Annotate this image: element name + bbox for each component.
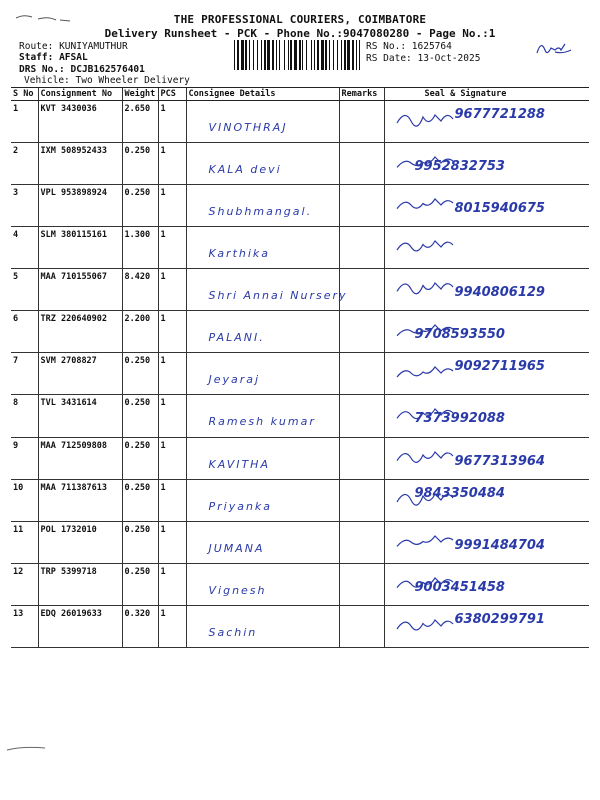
cell-weight: 0.250 [122,395,158,437]
handwritten-phone: 8015940675 [454,201,545,217]
cell-consignee [186,311,339,353]
consignee-name: Shri Annai Nursery [208,289,348,303]
cell-weight: 0.250 [122,143,158,185]
cell-signature [384,395,589,437]
cell-signature [384,563,589,605]
barcode-bar [317,40,319,70]
cell-remarks [339,563,384,605]
vehicle-value: Two Wheeler Delivery [75,75,190,86]
cell-sno: 10 [11,479,38,521]
cell-weight: 0.250 [122,437,158,479]
cell-pcs: 1 [158,101,186,143]
barcode-bar [276,40,277,70]
rs-no-line: RS No.: 1625764 [366,41,452,52]
barcode-bar [234,40,235,70]
barcode-bar [264,40,266,70]
barcode-bar [314,40,315,70]
handwritten-phone: 7373992088 [414,411,505,427]
table-row [11,563,589,605]
barcode-bar [261,40,262,70]
cell-sno: 5 [11,269,38,311]
col-header-remarks: Remarks [339,88,384,101]
cell-remarks [339,143,384,185]
cell-consignment: SVM 2708827 [38,353,122,395]
consignee-name: JUMANA [208,541,265,555]
document-subtitle: Delivery Runsheet - PCK - Phone No.:9047080280 - Page No.:1 [104,27,496,40]
table-row [11,143,589,185]
consignee-name: KALA devi [208,163,282,177]
cell-remarks [339,185,384,227]
consignee-name: Sachin [208,625,258,639]
consignee-name: Karthika [208,247,271,261]
cell-consignment: MAA 711387613 [38,479,122,521]
cell-pcs: 1 [158,185,186,227]
barcode-bar [356,40,357,70]
consignee-name: Ramesh kumar [208,415,316,429]
barcode-bar [237,40,239,70]
cell-consignment: TRP 5399718 [38,563,122,605]
cell-signature [384,521,589,563]
cell-consignment: VPL 953898924 [38,185,122,227]
cell-weight: 0.250 [122,563,158,605]
handwritten-phone: 9952832753 [414,159,505,175]
table-row [11,395,589,437]
handwritten-phone: 9991484704 [454,537,545,553]
col-header-pcs: PCS [158,88,186,101]
cell-weight: 0.250 [122,521,158,563]
cell-remarks [339,437,384,479]
cell-signature [384,101,589,143]
cell-sno: 2 [11,143,38,185]
cell-consignment: SLM 380115161 [38,227,122,269]
barcode-bar [241,40,244,70]
cell-signature [384,437,589,479]
cell-pcs: 1 [158,143,186,185]
cell-consignment: IXM 508952433 [38,143,122,185]
cell-consignee [186,395,339,437]
cell-consignee [186,605,339,647]
handwritten-phone: 9092711965 [454,359,545,375]
cell-sno: 8 [11,395,38,437]
rs-date-line: RS Date: 13-Oct-2025 [366,53,481,64]
table-row [11,353,589,395]
cell-signature [384,143,589,185]
cell-consignment: KVT 3430036 [38,101,122,143]
cell-consignment: MAA 712509808 [38,437,122,479]
barcode-bar [279,40,280,70]
barcode-bar [325,40,327,70]
barcode-bar [245,40,247,70]
cell-signature [384,605,589,647]
barcode-bar [337,40,338,70]
table-row [11,521,589,563]
cell-pcs: 1 [158,479,186,521]
cell-remarks [339,311,384,353]
staff-value: AFSAL [59,52,88,63]
cell-sno: 13 [11,605,38,647]
handwritten-phone: 9677721288 [454,107,545,122]
barcode-bar [352,40,354,70]
barcode-bar [288,40,289,70]
table-row [11,227,589,269]
col-header-consignment: Consignment No [38,88,122,101]
cell-weight: 1.300 [122,227,158,269]
cell-consignee [186,185,339,227]
cell-consignee [186,353,339,395]
barcode-bar [344,40,346,70]
barcode-bar [257,40,258,70]
cell-consignee [186,479,339,521]
barcode-bar [284,40,285,70]
cell-signature [384,479,589,521]
handwritten-phone: 9003451458 [414,579,505,595]
barcode-bar [347,40,350,70]
barcode-bar [290,40,292,70]
handwritten-phone: 9708593550 [414,327,505,343]
cell-signature [384,227,589,269]
cell-sno: 11 [11,521,38,563]
barcode-bar [294,40,297,70]
barcode-bar [333,40,334,70]
route-value: KUNIYAMUTHUR [59,41,128,52]
barcode-bar [359,40,360,70]
col-header-weight: Weight [122,88,158,101]
drs-line: DRS No.: DCJB162576401 [19,64,145,75]
cell-pcs: 1 [158,269,186,311]
barcode-bar [253,40,254,70]
cell-remarks [339,353,384,395]
cell-weight: 0.250 [122,479,158,521]
handwritten-phone: 6380299791 [454,611,545,627]
cell-weight: 2.650 [122,101,158,143]
consignee-name: Vignesh [208,583,267,597]
runsheet-table [11,87,589,648]
barcode [233,40,363,70]
barcode-bar [341,40,342,70]
document-title: THE PROFESSIONAL COURIERS, COIMBATORE [173,13,427,26]
cell-consignee [186,101,339,143]
cell-weight: 8.420 [122,269,158,311]
consignee-name: VINOTHRAJ [208,121,288,134]
rs-no-value: 1625764 [411,41,452,52]
barcode-bar [272,40,274,70]
cell-remarks [339,101,384,143]
consignee-name: PALANI. [208,331,265,345]
table-row [11,101,589,143]
table-row [11,269,589,311]
cell-consignee [186,563,339,605]
table-row [11,437,589,479]
cell-remarks [339,395,384,437]
cell-remarks [339,479,384,521]
cell-remarks [339,605,384,647]
cell-consignment: TRZ 220640902 [38,311,122,353]
cell-pcs: 1 [158,227,186,269]
cell-consignment: MAA 710155067 [38,269,122,311]
col-header-consignee: Consignee Details [186,88,339,101]
handwritten-phone: 9843350484 [414,485,505,501]
cell-consignment: EDQ 26019633 [38,605,122,647]
cell-consignment: POL 1732010 [38,521,122,563]
table-row [11,479,589,521]
table-header-row [11,88,589,101]
cell-sno: 1 [11,101,38,143]
cell-signature [384,185,589,227]
cell-consignee [186,269,348,311]
cell-pcs: 1 [158,563,186,605]
cell-pcs: 1 [158,311,186,353]
barcode-bar [267,40,270,70]
cell-pcs: 1 [158,395,186,437]
rs-date-value: 13-Oct-2025 [417,53,481,64]
cell-pcs: 1 [158,353,186,395]
cell-consignment: TVL 3431614 [38,395,122,437]
route-line: Route: KUNIYAMUTHUR [19,41,128,52]
cell-sno: 3 [11,185,38,227]
cell-pcs: 1 [158,521,186,563]
barcode-bar [306,40,307,70]
barcode-bar [329,40,330,70]
cell-weight: 2.200 [122,311,158,353]
barcode-bar [321,40,324,70]
col-header-sno: S No [11,88,38,101]
barcode-bar [299,40,301,70]
consignee-name: Priyanka [208,499,273,513]
cell-pcs: 1 [158,437,186,479]
staff-signature [533,38,573,60]
cell-signature [384,311,589,353]
consignee-name: KAVITHA [208,457,270,471]
barcode-bar [311,40,312,70]
vehicle-line: Vehicle: Two Wheeler Delivery [24,75,190,86]
cell-weight: 0.320 [122,605,158,647]
cell-consignee [186,521,339,563]
cell-pcs: 1 [158,605,186,647]
consignee-name: Shubhmangal. [208,205,313,219]
scan-smudge-bottom [5,742,55,754]
cell-remarks [339,521,384,563]
barcode-bar [249,40,250,70]
table-row [11,185,589,227]
col-header-signature: Seal & Signature [384,88,589,101]
cell-consignee [186,437,339,479]
cell-sno: 4 [11,227,38,269]
cell-signature [384,269,589,311]
consignee-name: Jeyaraj [208,373,261,387]
signature-scribble [393,231,473,261]
handwritten-phone: 9677313964 [454,453,545,469]
table-row [11,605,589,647]
cell-sno: 7 [11,353,38,395]
cell-consignee [186,227,339,269]
cell-weight: 0.250 [122,185,158,227]
drs-value: DCJB162576401 [70,64,145,75]
barcode-bar [302,40,303,70]
handwritten-phone: 9940806129 [454,285,545,301]
cell-weight: 0.250 [122,353,158,395]
cell-sno: 6 [11,311,38,353]
staff-line: Staff: AFSAL [19,52,88,63]
cell-consignee [186,143,339,185]
cell-remarks [339,227,384,269]
cell-sno: 12 [11,563,38,605]
table-row [11,311,589,353]
cell-sno: 9 [11,437,38,479]
cell-signature [384,353,589,395]
